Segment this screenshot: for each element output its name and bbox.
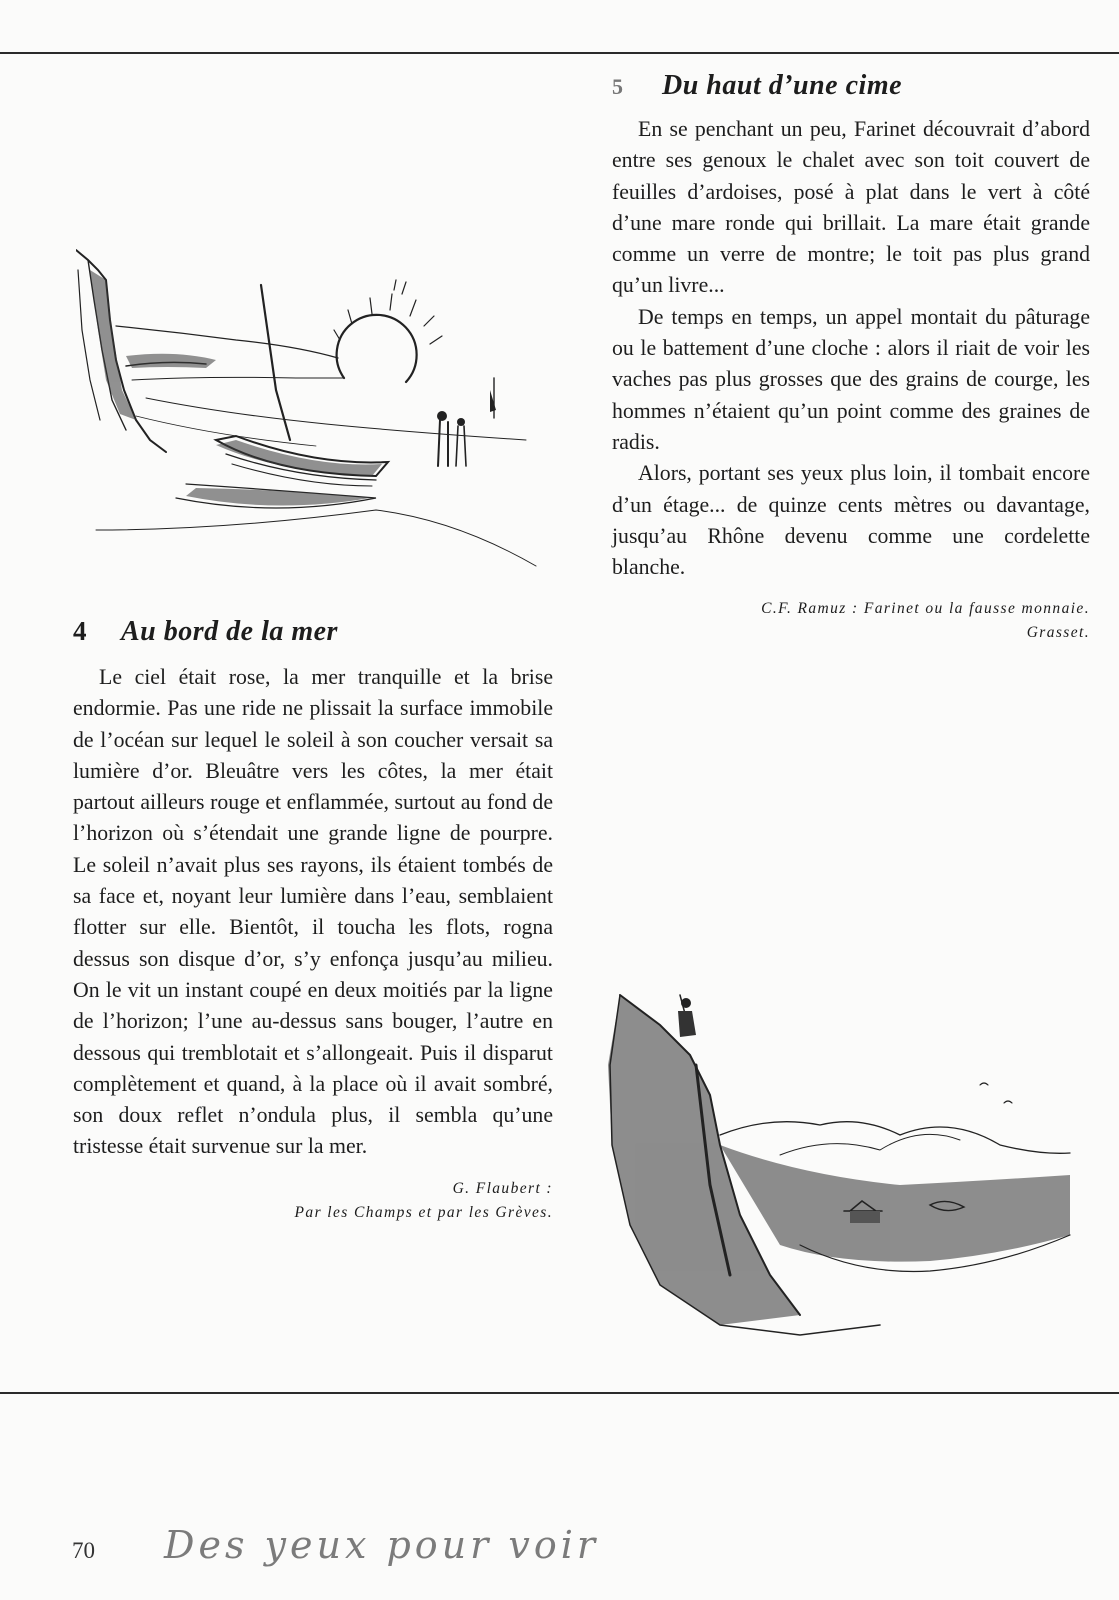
source-credit <box>73 1177 553 1225</box>
paragraph: En se penchant un peu, Farinet découvrait d’abord entre ses genoux le chalet avec son toit couvert de feuilles d’ardoises, posé à plat dans le vert à côté d’une mare ronde qui brillait. La mare était grande comme un verre de montre; le toit pas plus grand qu’un livre... <box>612 117 1090 298</box>
sunset-beach-illustration <box>76 240 560 580</box>
page-footer <box>72 1523 599 1567</box>
top-rule <box>0 52 1119 54</box>
page-number: 70 <box>72 1538 95 1563</box>
bottom-rule <box>0 1392 1119 1394</box>
credit-publisher: Grasset. <box>1026 624 1090 642</box>
section-number: 4 <box>73 616 87 646</box>
section-au-bord-de-la-mer <box>73 616 553 1225</box>
section-body <box>73 662 553 1163</box>
mountain-cliff-illustration <box>600 985 1088 1370</box>
paragraph: Alors, portant ses yeux plus loin, il tombait encore d’un étage... de quinze cents mètres ou davantage, jusqu’au Rhône devenu comme une cordelette blanche. <box>612 461 1090 580</box>
book-title: Des yeux pour voir <box>164 1523 600 1567</box>
section-du-haut-dune-cime <box>612 70 1090 645</box>
section-number: 5 <box>612 74 623 99</box>
paragraph: De temps en temps, un appel montait du pâturage ou le battement d’une cloche : alors il riait de voir les vaches pas plus grosses que des grains de courge, les hommes n’étaient qu’un point comme des graines de radis. <box>612 304 1090 454</box>
section-title: Du haut d’une cime <box>662 70 903 101</box>
section-body <box>612 114 1090 583</box>
section-heading <box>73 616 553 648</box>
credit-work: Par les Champs et par les Grèves. <box>294 1203 553 1221</box>
section-heading <box>612 70 1090 102</box>
source-credit <box>612 597 1090 645</box>
paragraph: Le ciel était rose, la mer tranquille et la brise endormie. Pas une ride ne plissait la surface immobile de l’océan sur lequel le soleil à son coucher versait sa lumière d’or. Bleuâtre vers les côtes, la mer était partout ailleurs rouge et enflammée, surtout au fond de l’horizon où s’étendait une grande ligne de pourpre. Le soleil n’avait plus ses rayons, ils étaient tombés de sa face et, noyant leur lumière dans l’eau, semblaient flotter sur elle. Bientôt, il toucha les flots, rogna dessus son disque d’or, s’y enfonça jusqu’au milieu. On le vit un instant coupé en deux moitiés par la ligne de l’horizon; l’une au-dessus sans bouger, l’autre en dessous qui tremblotait et s’allongeait. Puis il disparut complètement et quand, à la place où il avait sombré, son doux reflet n’ondula plus, il sembla qu’une tristesse était survenue sur la mer. <box>73 665 553 1159</box>
credit-author: C.F. Ramuz : Farinet ou la fausse monnaie. <box>761 600 1090 618</box>
section-title: Au bord de la mer <box>121 616 338 647</box>
credit-author: G. Flaubert : <box>452 1179 553 1197</box>
